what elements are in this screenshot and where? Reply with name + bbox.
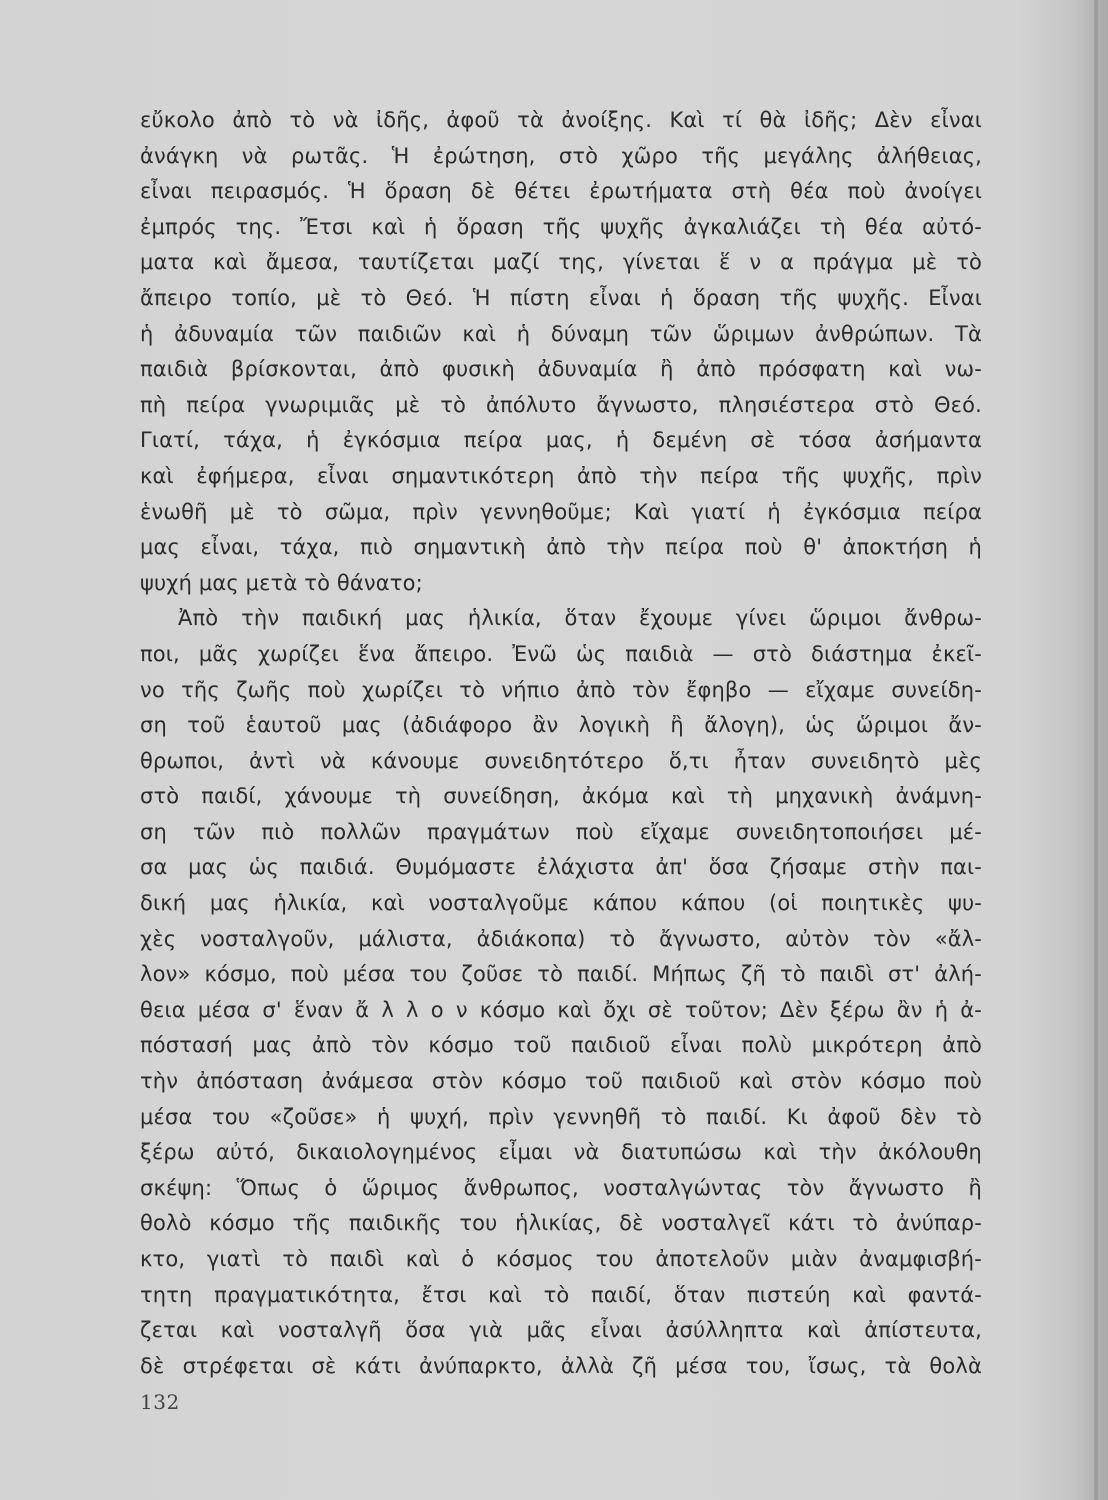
text-line: ἡ ἀδυναμία τῶν παιδιῶν καὶ ἡ δύναμη τῶν ὥριμων ἀνθρώπων. Τὰ <box>140 321 982 346</box>
text-line: ξέρω αὐτό, δικαιολογημένος εἶμαι νὰ διατυπώσω καὶ τὴν ἀκόλουθη <box>140 1140 982 1165</box>
body-text <box>140 103 982 1384</box>
text-line: καὶ ἐφήμερα, εἶναι σημαντικότερη ἀπὸ τὴν πείρα τῆς ψυχῆς, πρὶν <box>140 463 982 488</box>
text-line: Γιατί, τάχα, ἡ ἐγκόσμια πείρα μας, ἡ δεμένη σὲ τόσα ἀσήμαντα <box>140 428 982 453</box>
text-line: εὔκολο ἀπὸ τὸ νὰ ἰδῆς, ἀφοῦ τὰ ἀνοίξης. Καὶ τί θὰ ἰδῆς; Δὲν εἶναι <box>140 108 982 132</box>
text-line: λον» κόσμο, ποὺ μέσα του ζοῦσε τὸ παιδί. Μήπως ζῆ τὸ παιδὶ στ' ἀλή- <box>140 962 982 987</box>
text-line: ποι, μᾶς χωρίζει ἕνα ἄπειρο. Ἐνῶ ὡς παιδιὰ — στὸ διάστημα ἐκεῖ- <box>140 641 982 666</box>
text-line: σκέψη: Ὅπως ὁ ὥριμος ἄνθρωπος, νοσταλγώντας τὸν ἄγνωστο ἢ <box>140 1175 982 1200</box>
text-line: παιδιὰ βρίσκονται, ἀπὸ φυσικὴ ἀδυναμία ἢ ἀπὸ πρόσφατη καὶ νω- <box>140 357 982 382</box>
text-line: ἄπειρο τοπίο, μὲ τὸ Θεό. Ἡ πίστη εἶναι ἡ ὅραση τῆς ψυχῆς. Εἶναι <box>140 285 982 310</box>
text-line: ζεται καὶ νοσταλγῆ ὅσα γιὰ μᾶς εἶναι ἀσύλληπτα καὶ ἀπίστευτα, <box>140 1318 982 1343</box>
text-line: ἐμπρός της. Ἔτσι καὶ ἡ ὅραση τῆς ψυχῆς ἀγκαλιάζει τὴ θέα αὐτό- <box>140 214 982 239</box>
text-line: κτο, γιατὶ τὸ παιδὶ καὶ ὁ κόσμος του ἀποτελοῦν μιὰν ἀναμφισβή- <box>140 1247 982 1271</box>
text-line: θρωποι, ἀντὶ νὰ κάνουμε συνειδητότερο ὅ,τι ἦταν συνειδητὸ μὲς <box>140 748 982 773</box>
text-line: σα μας ὡς παιδιά. Θυμόμαστε ἐλάχιστα ἀπ' ὅσα ζήσαμε στὴν παι- <box>140 855 982 880</box>
text-line: ψυχή μας μετὰ τὸ θάνατο; <box>140 570 423 595</box>
text-line: στὸ παιδί, χάνουμε τὴ συνείδηση, ἀκόμα καὶ τὴ μηχανικὴ ἀνάμνη- <box>140 784 982 809</box>
book-spine-shadow <box>1094 0 1098 1500</box>
text-line: μέσα του «ζοῦσε» ἡ ψυχή, πρὶν γεννηθῆ τὸ παιδί. Κι ἀφοῦ δὲν τὸ <box>140 1104 982 1129</box>
text-line: τὴν ἀπόσταση ἀνάμεσα στὸν κόσμο τοῦ παιδιοῦ καὶ στὸν κόσμο ποὺ <box>140 1069 982 1094</box>
text-line: τητη πραγματικότητα, ἔτσι καὶ τὸ παιδί, ὅταν πιστεύη καὶ φαντά- <box>140 1282 982 1307</box>
text-line: πόστασή μας ἀπὸ τὸν κόσμο τοῦ παιδιοῦ εἶναι πολὺ μικρότερη ἀπὸ <box>140 1033 982 1058</box>
text-line: πὴ πείρα γνωριμιᾶς μὲ τὸ ἀπόλυτο ἄγνωστο, πλησιέστερα στὸ Θεό. <box>140 392 982 417</box>
text-line: ἑνωθῆ μὲ τὸ σῶμα, πρὶν γεννηθοῦμε; Καὶ γιατί ἡ ἐγκόσμια πείρα <box>140 499 982 524</box>
text-line: μας εἶναι, τάχα, πιὸ σημαντικὴ ἀπὸ τὴν πείρα ποὺ θ' ἀποκτήση ἡ <box>140 535 982 560</box>
text-line: δική μας ἡλικία, καὶ νοσταλγοῦμε κάπου κάπου (οἱ ποιητικὲς ψυ- <box>140 891 982 916</box>
text-line: ἀνάγκη νὰ ρωτᾶς. Ἡ ἐρώτηση, στὸ χῶρο τῆς μεγάλης ἀλήθειας, <box>140 143 982 168</box>
text-line: ματα καὶ ἄμεσα, ταυτίζεται μαζί της, γίνεται ἕ ν α πράγμα μὲ τὸ <box>140 250 982 275</box>
text-line: εἶναι πειρασμός. Ἡ ὅραση δὲ θέτει ἐρωτήματα στὴ θέα ποὺ ἀνοίγει <box>140 179 982 204</box>
page-number: 132 <box>140 1390 180 1414</box>
text-line: θολὸ κόσμο τῆς παιδικῆς του ἡλικίας, δὲ νοσταλγεῖ κάτι τὸ ἀνύπαρ- <box>140 1211 982 1236</box>
text-line: Ἀπὸ τὴν παιδική μας ἡλικία, ὅταν ἔχουμε γίνει ὥριμοι ἄνθρω- <box>178 606 982 631</box>
text-line: ση τῶν πιὸ πολλῶν πραγμάτων ποὺ εἴχαμε συνειδητοποιήσει μέ- <box>140 819 982 844</box>
text-line: θεια μέσα σ' ἕναν ἄ λ λ ο ν κόσμο καὶ ὄχι σὲ τοῦτον; Δὲν ξέρω ἂν ἡ ἀ- <box>140 997 982 1022</box>
text-line: ση τοῦ ἑαυτοῦ μας (ἀδιάφορο ἂν λογικὴ ἢ ἄλογη), ὡς ὥριμοι ἄν- <box>140 713 982 738</box>
text-line: νο τῆς ζωῆς ποὺ χωρίζει τὸ νήπιο ἀπὸ τὸν ἔφηβο — εἴχαμε συνείδη- <box>140 677 982 702</box>
text-line: χὲς νοσταλγοῦν, μάλιστα, ἀδιάκοπα) τὸ ἄγνωστο, αὐτὸν τὸν «ἄλ- <box>140 926 982 951</box>
text-line: δὲ στρέφεται σὲ κάτι ἀνύπαρκτο, ἀλλὰ ζῆ μέσα του, ἴσως, τὰ θολὰ <box>140 1353 982 1378</box>
